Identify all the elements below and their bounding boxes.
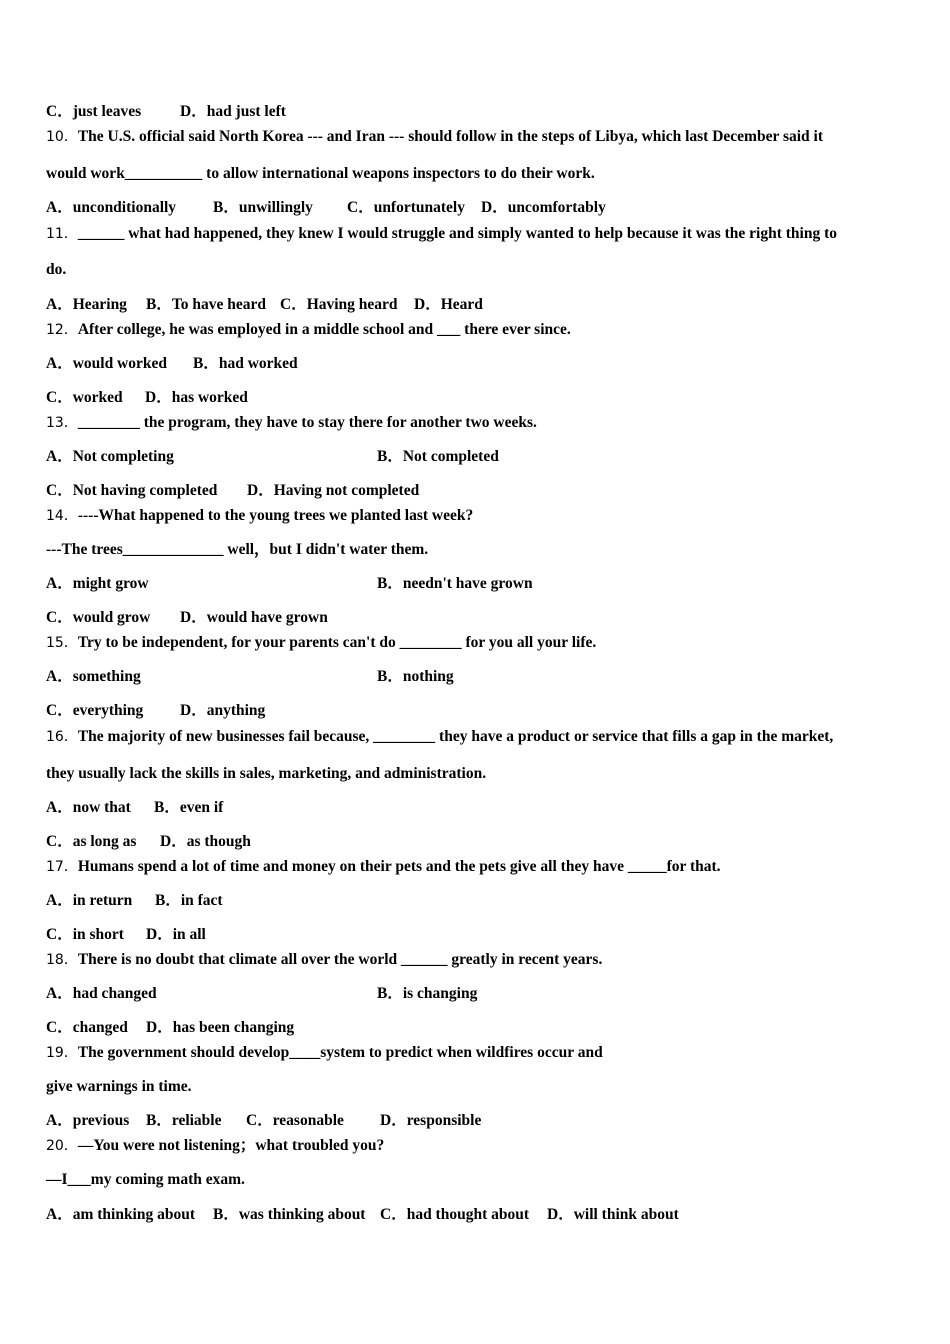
options-line: [46, 891, 223, 911]
option-d: D．would have grown: [180, 609, 328, 626]
option-c: C．reasonable: [246, 1112, 344, 1129]
option-a: A．unconditionally: [46, 199, 177, 216]
option-d: D．had just left: [180, 103, 286, 120]
question-text: The majority of new businesses fail because, ________ they have a product or service that fills a gap in the market,: [77, 728, 834, 745]
option-b: B．Not completed: [377, 448, 499, 465]
options-line: [46, 198, 606, 218]
question-12: [46, 320, 571, 340]
options-line: [46, 984, 477, 1004]
option-d: D．anything: [180, 702, 266, 719]
option-b: B．was thinking about: [213, 1206, 366, 1223]
option-a: A．in return: [46, 892, 133, 909]
option-b: B．in fact: [155, 892, 223, 909]
option-d: D．in all: [146, 926, 206, 943]
option-c: C．in short: [46, 926, 124, 943]
options-line: [46, 295, 483, 315]
option-a: A．had changed: [46, 985, 157, 1002]
question-15: [46, 633, 596, 653]
option-b: B．To have heard: [146, 296, 267, 313]
options-line: [46, 1205, 679, 1225]
question-text: There is no doubt that climate all over the world ______ greatly in recent years.: [77, 951, 603, 968]
question-text: —You were not listening；what troubled you?: [77, 1137, 385, 1154]
question-text: After college, he was employed in a middle school and ___ there ever since.: [77, 321, 571, 338]
question-number: 17．: [46, 859, 78, 875]
option-c: C．had thought about: [380, 1206, 530, 1223]
question-16: [46, 727, 833, 747]
option-d: D．responsible: [380, 1112, 482, 1129]
option-c: C．as long as: [46, 833, 137, 850]
options-line: [46, 925, 206, 945]
question-number: 14．: [46, 508, 78, 524]
question-20: [46, 1136, 384, 1156]
question-number: 18．: [46, 952, 78, 968]
options-line: [46, 354, 298, 374]
option-b: B．even if: [154, 799, 224, 816]
question-10: [46, 127, 823, 147]
question-text: The U.S. official said North Korea --- and Iran --- should follow in the steps of Libya, which last December said it: [77, 128, 823, 145]
option-c: C．worked: [46, 389, 123, 406]
question-continuation: would work__________ to allow international weapons inspectors to do their work.: [46, 165, 595, 182]
option-b: B．needn't have grown: [377, 575, 533, 592]
options-line: [46, 798, 223, 818]
option-c: C．everything: [46, 702, 144, 719]
question-number: 19．: [46, 1045, 78, 1061]
question-text: Humans spend a lot of time and money on their pets and the pets give all they have _____for that.: [77, 858, 721, 875]
question-text: Try to be independent, for your parents can't do ________ for you all your life.: [77, 634, 597, 651]
option-c: C．unfortunately: [347, 199, 465, 216]
options-line: [46, 1111, 481, 1131]
options-line: [46, 481, 419, 501]
option-d: D．Having not completed: [247, 482, 420, 499]
option-c: C．Not having completed: [46, 482, 218, 499]
option-c: C．changed: [46, 1019, 128, 1036]
question-18: [46, 950, 602, 970]
question-number: 16．: [46, 729, 78, 745]
question-continuation: give warnings in time.: [46, 1078, 192, 1095]
option-a: A．Not completing: [46, 448, 174, 465]
option-c: C．just leaves: [46, 103, 142, 120]
option-b: B．reliable: [146, 1112, 222, 1129]
option-a: A．something: [46, 668, 141, 685]
question-continuation: ---The trees_____________ well，but I didn't water them.: [46, 541, 429, 558]
option-c: C．would grow: [46, 609, 151, 626]
options-line: [46, 574, 533, 594]
question-text: ______ what had happened, they knew I would struggle and simply wanted to help because it was the right thing to: [77, 225, 837, 242]
question-number: 12．: [46, 322, 78, 338]
option-a: A．might grow: [46, 575, 149, 592]
option-b: B．nothing: [377, 668, 454, 685]
question-continuation: do.: [46, 261, 67, 278]
options-line: [46, 1018, 294, 1038]
option-c: C．Having heard: [280, 296, 398, 313]
option-a: A．Hearing: [46, 296, 127, 313]
options-line: [46, 608, 328, 628]
question-11: [46, 224, 837, 244]
question-14: [46, 506, 473, 526]
question-19: [46, 1043, 603, 1063]
options-line: [46, 102, 286, 122]
question-number: 20．: [46, 1138, 78, 1154]
question-number: 10．: [46, 129, 78, 145]
option-d: D．as though: [160, 833, 251, 850]
option-a: A．now that: [46, 799, 131, 816]
option-a: A．am thinking about: [46, 1206, 196, 1223]
option-d: D．has worked: [145, 389, 248, 406]
question-17: [46, 857, 721, 877]
options-line: [46, 447, 499, 467]
options-line: [46, 832, 251, 852]
options-line: [46, 388, 248, 408]
question-13: [46, 413, 537, 433]
option-b: B．had worked: [193, 355, 298, 372]
options-line: [46, 667, 454, 687]
question-text: ----What happened to the young trees we planted last week?: [77, 507, 474, 524]
question-continuation: —I___my coming math exam.: [46, 1171, 245, 1188]
question-continuation: they usually lack the skills in sales, marketing, and administration.: [46, 765, 487, 782]
question-text: ________ the program, they have to stay there for another two weeks.: [77, 414, 537, 431]
question-number: 13．: [46, 415, 78, 431]
option-b: B．unwillingly: [213, 199, 313, 216]
question-number: 11．: [46, 226, 78, 242]
option-d: D．will think about: [547, 1206, 679, 1223]
question-text: The government should develop____system to predict when wildfires occur and: [77, 1044, 603, 1061]
option-d: D．Heard: [414, 296, 483, 313]
option-d: D．has been changing: [146, 1019, 295, 1036]
option-d: D．uncomfortably: [481, 199, 606, 216]
option-b: B．is changing: [377, 985, 478, 1002]
options-line: [46, 701, 265, 721]
question-number: 15．: [46, 635, 78, 651]
option-a: A．previous: [46, 1112, 130, 1129]
option-a: A．would worked: [46, 355, 168, 372]
